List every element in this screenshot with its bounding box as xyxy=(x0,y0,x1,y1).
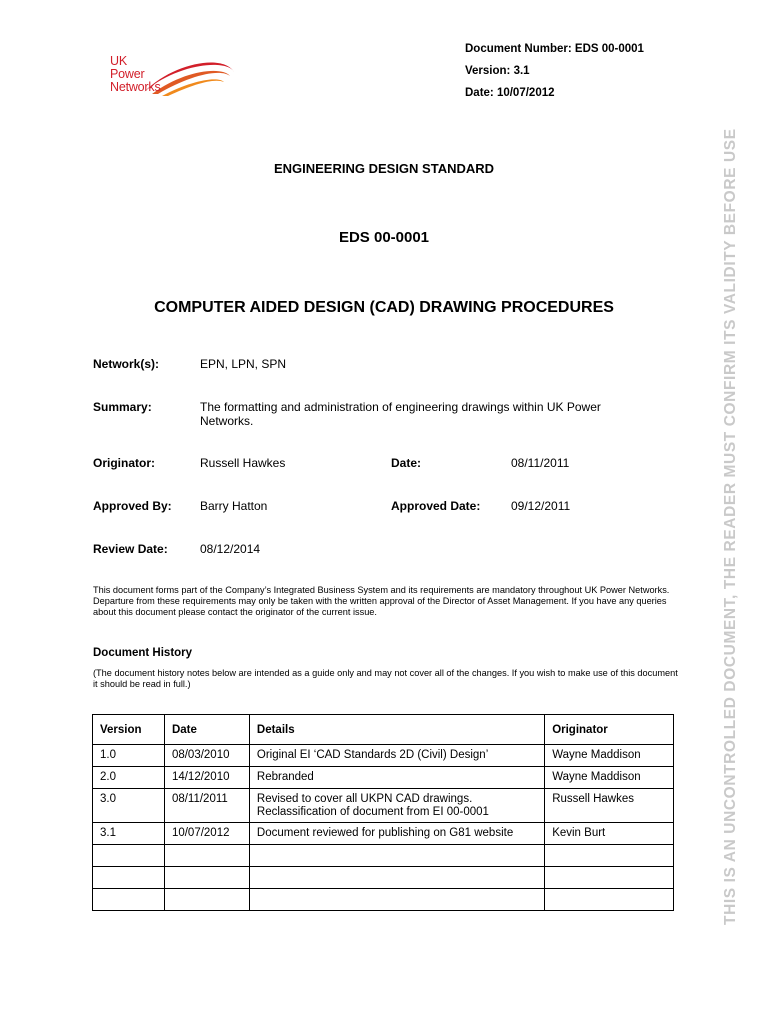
cell-originator: Kevin Burt xyxy=(545,823,674,845)
uk-power-networks-logo xyxy=(104,52,244,102)
header-version: Version xyxy=(93,715,165,745)
table-row xyxy=(93,745,674,767)
table-row xyxy=(93,767,674,789)
review-date-label: Review Date: xyxy=(93,542,168,556)
cell-details: Document reviewed for publishing on G81 website xyxy=(249,823,544,845)
table-header-row xyxy=(93,715,674,745)
cell-date: 14/12/2010 xyxy=(164,767,249,789)
cell-version: 3.0 xyxy=(93,789,165,823)
table-row xyxy=(93,823,674,845)
review-date-value: 08/12/2014 xyxy=(200,542,261,556)
document-history-title: Document History xyxy=(93,647,193,659)
cell-version: 1.0 xyxy=(93,745,165,767)
cell-details: Revised to cover all UKPN CAD drawings. Reclassification of document from EI 00-0001 xyxy=(249,789,544,823)
date-value: 08/11/2011 xyxy=(511,456,570,470)
table-row-empty xyxy=(93,867,674,889)
document-history-table xyxy=(92,714,674,911)
header-details: Details xyxy=(249,715,544,745)
standard-number-heading: EDS 00-0001 xyxy=(338,229,430,246)
summary-label: Summary: xyxy=(93,400,152,414)
cell-details: Original EI ‘CAD Standards 2D (Civil) Design’ xyxy=(249,745,544,767)
uncontrolled-document-warning: THIS IS AN UNCONTROLLED DOCUMENT, THE READER MUST CONFIRM ITS VALIDITY BEFORE USE xyxy=(722,128,739,925)
cell-version: 2.0 xyxy=(93,767,165,789)
standard-heading: ENGINEERING DESIGN STANDARD xyxy=(273,161,495,176)
document-meta xyxy=(465,42,644,108)
originator-label: Originator: xyxy=(93,456,155,470)
cell-date: 08/03/2010 xyxy=(164,745,249,767)
cell-date: 10/07/2012 xyxy=(164,823,249,845)
document-title: COMPUTER AIDED DESIGN (CAD) DRAWING PROCEDURES xyxy=(154,299,614,316)
logo-wordmark xyxy=(110,55,161,94)
document-history-note: (The document history notes below are intended as a guide only and may not cover all of the changes. If you wish to make use of this document it should be read in full.) xyxy=(93,668,678,689)
header-originator: Originator xyxy=(545,715,674,745)
logo-line-1: UK xyxy=(110,54,127,68)
approved-date-value: 09/12/2011 xyxy=(511,499,571,513)
cell-originator: Russell Hawkes xyxy=(545,789,674,823)
logo-line-2: Power xyxy=(110,67,145,81)
originator-value: Russell Hawkes xyxy=(200,456,286,470)
approved-date-label: Approved Date: xyxy=(391,499,481,513)
logo-line-3: Networks xyxy=(110,80,161,94)
approved-by-value: Barry Hatton xyxy=(200,499,268,513)
cell-date: 08/11/2011 xyxy=(164,789,249,823)
table-row xyxy=(93,789,674,823)
cell-originator: Wayne Maddison xyxy=(545,745,674,767)
cell-originator: Wayne Maddison xyxy=(545,767,674,789)
cell-version: 3.1 xyxy=(93,823,165,845)
table-row-empty xyxy=(93,889,674,911)
networks-value: EPN, LPN, SPN xyxy=(200,357,287,371)
document-number: Document Number: EDS 00-0001 xyxy=(465,43,644,55)
mandatory-notice: This document forms part of the Company’s Integrated Business System and its requirements are mandatory throughout UK Power Networks. Departure from these requirements may only be taken with the written approval of the Director of Asset Management. If you have any queries about this document please contact the originator of the current issue. xyxy=(93,585,670,617)
header-date: Date xyxy=(164,715,249,745)
date-label: Date: xyxy=(391,456,422,470)
cell-details: Rebranded xyxy=(249,767,544,789)
table-row-empty xyxy=(93,845,674,867)
approved-by-label: Approved By: xyxy=(93,499,172,513)
document-version: Version: 3.1 xyxy=(465,65,530,77)
summary-value: The formatting and administration of engineering drawings within UK Power Networks. xyxy=(200,400,601,428)
document-date: Date: 10/07/2012 xyxy=(465,87,555,99)
networks-label: Network(s): xyxy=(93,357,160,371)
